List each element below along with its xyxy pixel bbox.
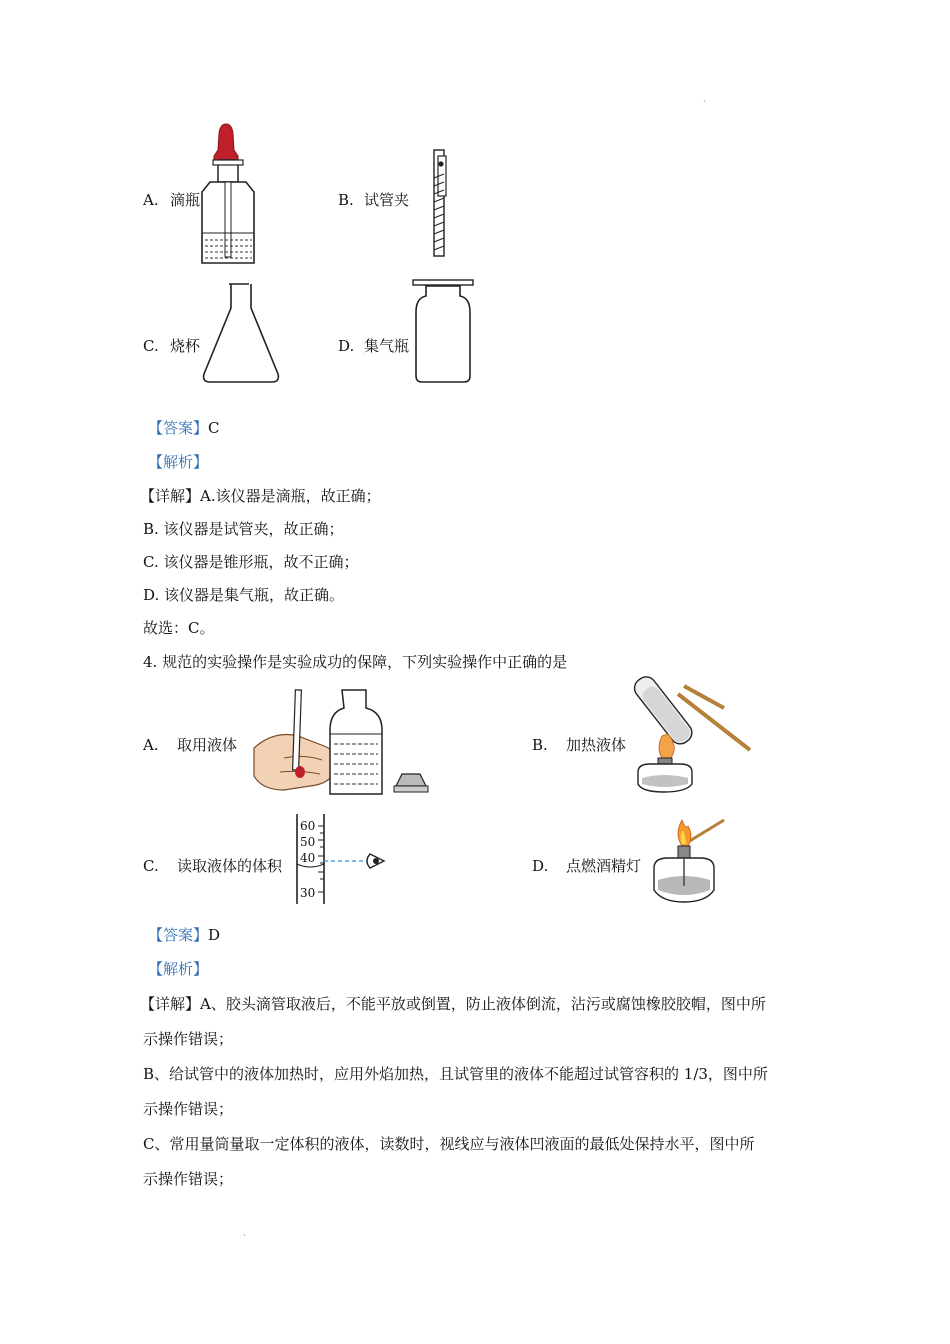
corner-mark-top: ˎ: [703, 93, 706, 103]
q3-conclusion: 故选：C。: [143, 619, 215, 637]
detail-tag: 【详解】: [140, 995, 201, 1013]
option-label: 滴瓶: [170, 191, 201, 209]
q4-answer-line: [148, 925, 220, 945]
q3-detail-line-2: B. 该仪器是试管夹，故正确；: [143, 520, 344, 538]
detail-text: A、胶头滴管取液后，不能平放或倒置，防止液体倒流，沾污或腐蚀橡胶胶帽，图中所: [200, 995, 766, 1013]
q4-detail-line-4: 示操作错误；: [143, 1100, 234, 1118]
q3-answer-line: [148, 418, 220, 438]
scale-label-40: 40: [300, 851, 316, 865]
dropper-bottle-image: [196, 120, 261, 270]
q4-analysis-tag: 【解析】: [148, 960, 209, 978]
lighting-alcohol-lamp-image: [648, 812, 728, 908]
q3-detail-line-3: C. 该仪器是锥形瓶，故不正确；: [143, 553, 359, 571]
option-letter: A.: [143, 736, 159, 754]
option-label: 点燃酒精灯: [566, 857, 642, 875]
heating-liquid-image: [632, 650, 756, 796]
answer-value: D: [208, 926, 221, 944]
q3-analysis-tag: 【解析】: [148, 453, 209, 471]
test-tube-clamp-image: [428, 148, 452, 260]
option-label: 加热液体: [566, 736, 627, 754]
option-label: 集气瓶: [364, 337, 410, 355]
scale-label-60: 60: [300, 819, 316, 833]
option-letter: C.: [143, 857, 159, 875]
conical-flask-image: [198, 282, 288, 386]
option-label: 读取液体的体积: [177, 857, 283, 875]
q3-detail-line-1: [140, 486, 381, 506]
option-label: 试管夹: [364, 191, 410, 209]
option-letter: B.: [532, 736, 548, 754]
answer-tag: 【答案】: [148, 419, 209, 437]
dropper-handling-image: [244, 686, 434, 798]
option-letter: D.: [338, 337, 355, 355]
answer-value: C: [208, 419, 220, 437]
option-letter: B.: [338, 191, 354, 209]
detail-text: A.该仪器是滴瓶，故正确；: [200, 487, 381, 505]
q4-stem: 4. 规范的实验操作是实验成功的保障，下列实验操作中正确的是: [143, 653, 568, 671]
corner-mark-bottom: ˎ: [243, 1227, 246, 1237]
answer-tag: 【答案】: [148, 926, 209, 944]
gas-jar-image: [410, 278, 476, 386]
detail-tag: 【详解】: [140, 487, 201, 505]
scale-label-50: 50: [300, 835, 316, 849]
q4-detail-line-6: 示操作错误；: [143, 1170, 234, 1188]
option-letter: C.: [143, 337, 159, 355]
q4-detail-line-1: [140, 994, 766, 1014]
option-label: 取用液体: [177, 736, 238, 754]
q3-detail-line-4: D. 该仪器是集气瓶，故正确。: [143, 586, 345, 604]
option-label: 烧杯: [170, 337, 201, 355]
q4-detail-line-3: B、给试管中的液体加热时，应用外焰加热，且试管里的液体不能超过试管容积的 1/3，图中所: [143, 1065, 768, 1083]
q4-detail-line-2: 示操作错误；: [143, 1030, 234, 1048]
option-letter: D.: [532, 857, 549, 875]
q4-detail-line-5: C、常用量筒量取一定体积的液体，读数时，视线应与液体凹液面的最低处保持水平，图中所: [143, 1135, 755, 1153]
scale-label-30: 30: [300, 886, 316, 900]
option-letter: A.: [143, 191, 159, 209]
